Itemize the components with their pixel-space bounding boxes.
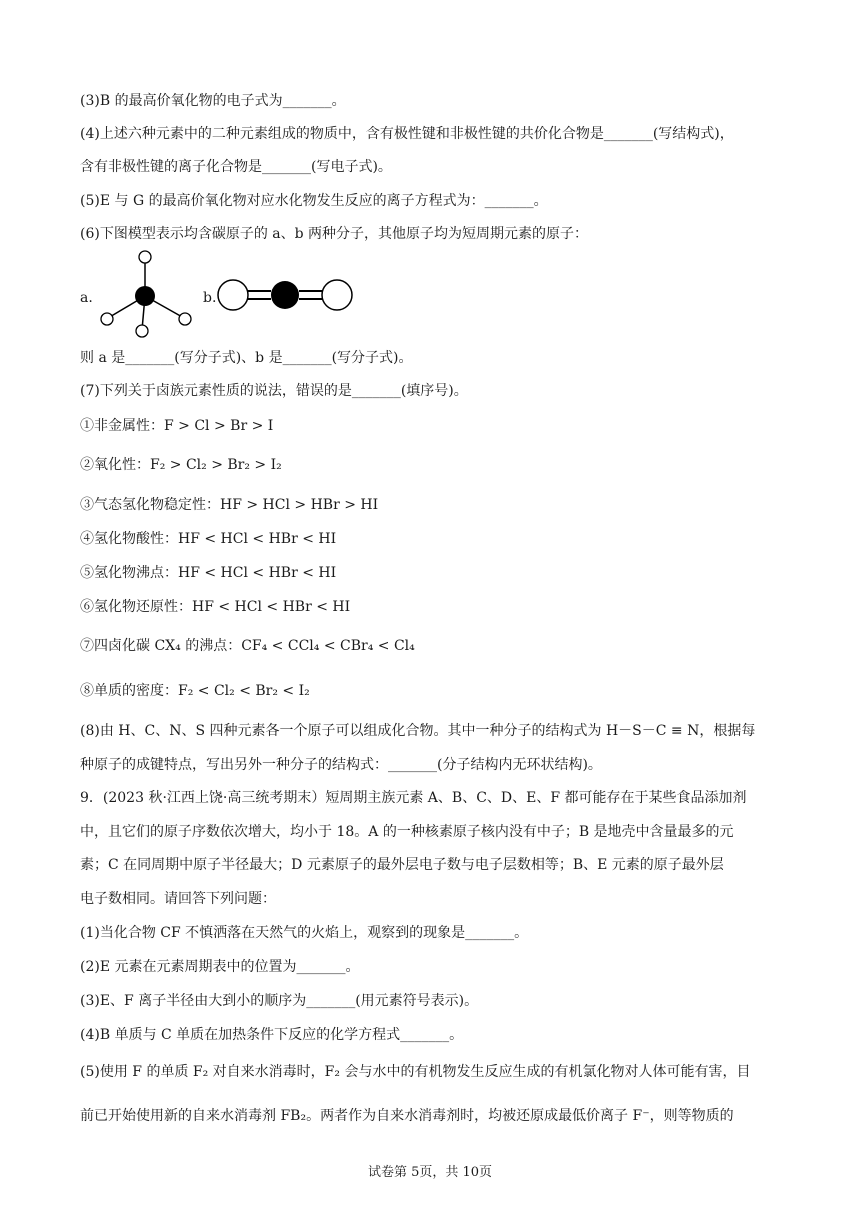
- question-6-answer-line: 则 a 是_______(写分子式)、b 是_______(写分子式)。: [80, 350, 413, 366]
- question-4-line-2: 含有非极性键的离子化合物是_______(写电子式)。: [80, 159, 392, 175]
- question-8-line-1: (8)由 H、C、N、S 四种元素各一个原子可以组成化合物。其中一种分子的结构式为 H－S－C ≡ N，根据每: [80, 723, 756, 739]
- item-5: ⑤氢化物沸点：HF < HCl < HBr < HI: [80, 565, 337, 581]
- sub-question-1: (1)当化合物 CF 不慎洒落在天然气的火焰上，观察到的现象是_______。: [80, 925, 529, 941]
- molecule-a-tetrahedral-model: [96, 248, 206, 338]
- sub-question-2: (2)E 元素在元素周期表中的位置为_______。: [80, 959, 360, 975]
- item-1: ①非金属性：F > Cl > Br > I: [80, 418, 274, 434]
- question-9-line-2: 中，且它们的原子序数依次增大，均小于 18。A 的一种核素原子核内没有中子；B 是地壳中含量最多的元: [80, 824, 734, 840]
- question-9-line-1: 9．(2023 秋·江西上饶·高三统考期末）短周期主族元素 A、B、C、D、E、F 都可能存在于某些食品添加剂: [80, 790, 747, 806]
- sub-question-4: (4)B 单质与 C 单质在加热条件下反应的化学方程式_______。: [80, 1027, 464, 1043]
- question-8-line-2: 种原子的成键特点，写出另外一种分子的结构式：_______(分子结构内无环状结构)。: [80, 757, 602, 773]
- item-6: ⑥氢化物还原性：HF < HCl < HBr < HI: [80, 599, 351, 615]
- item-8: ⑧单质的密度：F₂ < Cl₂ < Br₂ < I₂: [80, 683, 310, 699]
- item-2: ②氧化性：F₂ > Cl₂ > Br₂ > I₂: [80, 457, 282, 473]
- sub-question-3: (3)E、F 离子半径由大到小的顺序为_______(用元素符号表示)。: [80, 993, 479, 1009]
- question-3-line: (3)B 的最高价氧化物的电子式为_______。: [80, 93, 346, 109]
- sub-question-5-line-1: (5)使用 F 的单质 F₂ 对自来水消毒时，F₂ 会与水中的有机物发生反应生成的有机氯化物对人体可能有害，目: [80, 1064, 751, 1080]
- question-7-line: (7)下列关于卤族元素性质的说法，错误的是_______(填序号)。: [80, 383, 468, 399]
- item-3: ③气态氢化物稳定性：HF > HCl > HBr > HI: [80, 497, 379, 513]
- question-9-line-4: 电子数相同。请回答下列问题：: [80, 891, 276, 907]
- question-9-line-3: 素；C 在同周期中原子半径最大；D 元素原子的最外层电子数与电子层数相等；B、E 元素的原子最外层: [80, 857, 724, 873]
- item-4: ④氢化物酸性：HF < HCl < HBr < HI: [80, 531, 337, 547]
- question-4-line-1: (4)上述六种元素中的二种元素组成的物质中，含有极性键和非极性键的共价化合物是_______(写结构式)，: [80, 126, 734, 142]
- label-b: b.: [203, 290, 217, 306]
- molecule-b-linear-model: [215, 276, 355, 316]
- page-footer: 试卷第 5页，共 10页: [367, 1165, 493, 1180]
- question-5-line: (5)E 与 G 的最高价氧化物对应水化物发生反应的离子方程式为：_______。: [80, 193, 548, 209]
- label-a: a.: [80, 290, 93, 306]
- question-6-line: (6)下图模型表示均含碳原子的 a、b 两种分子，其他原子均为短周期元素的原子：: [80, 226, 589, 242]
- item-7: ⑦四卤化碳 CX₄ 的沸点：CF₄ < CCl₄ < CBr₄ < Cl₄: [80, 638, 415, 654]
- sub-question-5-line-2: 前已开始使用新的自来水消毒剂 FB₂。两者作为自来水消毒剂时，均被还原成最低价离子 F⁻，则等物质的: [80, 1108, 734, 1124]
